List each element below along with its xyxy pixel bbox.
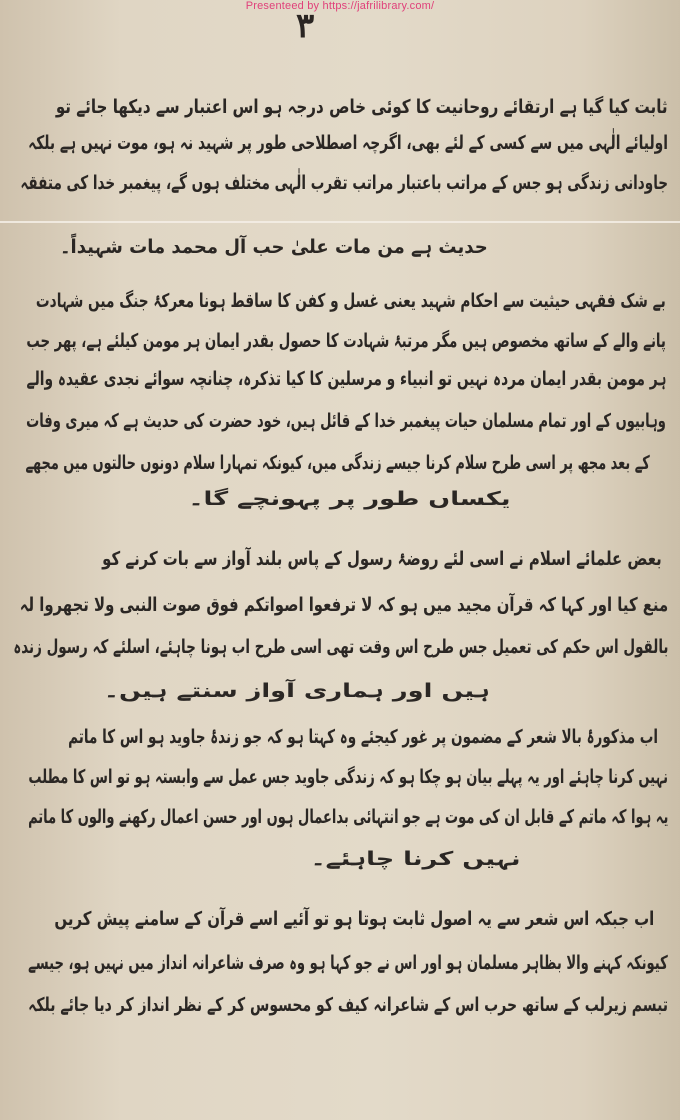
text-line: یہ ہوا کہ ماتم کے قابل ان کی موت ہے جو انتہائی بداعمال ہوں اور حسن اعمال رکھنے والوں کا ماتم: [27, 806, 668, 828]
text-line: کیونکہ کہنے والا بظاہر مسلمان ہو اور اس نے جو کہا ہو وہ صرف شاعرانہ انداز میں نہیں ہو، جیسے: [28, 952, 668, 974]
text-line: بالقول اس حکم کی تعمیل جس طرح اس وقت تھی اسی طرح اب ہونا چاہئے، اسلئے کہ رسول زندہ: [12, 636, 668, 658]
text-line: حدیث ہے من مات علیٰ حب آل محمد مات شہیداً۔: [60, 236, 488, 258]
text-line: یکساں طور پر پہونچے گا۔: [188, 488, 510, 510]
text-line: بعض علمائے اسلام نے اسی لئے روضۂ رسول کے پاس بلند آواز سے بات کرنے کو: [102, 548, 662, 570]
text-line: کے بعد مجھ پر اسی طرح سلام کرنا جیسے زندگی میں، کیونکہ تمہارا سلام دونوں حالتوں میں مجھے: [25, 452, 650, 474]
text-line: ہر مومن بقدر ایمان مردہ نہیں تو انبیاء و مرسلین کا کیا تذکرہ، چنانچہ سوائے نجدی عقیدہ والے: [26, 368, 666, 390]
text-line: ثابت کیا گیا ہے ارتقائے روحانیت کا کوئی خاص درجہ ہو اس اعتبار سے دیکھا جائے تو: [56, 96, 668, 118]
text-line: منع کیا اور کہا کہ قرآن مجید میں ہو کہ لا ترفعوا اصواتکم فوق صوت النبی ولا تجھروا لہ: [19, 594, 668, 616]
watermark: Presenteed by https://jafrilibrary.com/: [245, 0, 435, 12]
text-line: اب مذکورۂ بالا شعر کے مضمون پر غور کیجئے وہ کہتا ہو کہ جو زندۂ جاوید ہو اس کا ماتم: [68, 726, 658, 748]
text-line: وہابیوں کے اور تمام مسلمان حیات پیغمبر خدا کے قائل ہیں، خود حضرت کی حدیث ہے کہ میری وفات: [26, 410, 666, 432]
text-line: اب جبکہ اس شعر سے یہ اصول ثابت ہوتا ہو تو آئیے اسے قرآن کے سامنے پیش کریں: [54, 908, 654, 930]
text-line: جاودانی زندگی ہو جس کے مراتب باعتبار مراتب تقرب الٰہی مختلف ہوں گے، پیغمبر خدا کی متفقہ: [20, 172, 668, 194]
scan-fold-line: [0, 221, 680, 223]
page-number: ۳: [296, 6, 315, 46]
text-line: بے شک فقہی حیثیت سے احکام شہید یعنی غسل و کفن کا ساقط ہونا معرکۂ جنگ میں شہادت: [36, 290, 666, 312]
text-line: نہیں کرنا چاہئے اور یہ پہلے بیان ہو چکا ہو کہ زندگی جاوید جس عمل سے وابستہ ہو تو اس کا مطلب: [28, 766, 668, 788]
text-line: تبسم زیرلب کے ساتھ حرب اس کے شاعرانہ کیف کو محسوس کر کے نظر انداز کر دیا جائے بلکہ: [28, 994, 668, 1016]
text-line: اولیائے الٰہی میں سے کسی کے لئے بھی، اگرچہ اصطلاحی طور پر شہید نہ ہو، موت نہیں ہے بلکہ: [28, 132, 668, 154]
text-line: ہیں اور ہماری آواز سنتے ہیں۔: [104, 680, 490, 702]
text-line: پانے والے کے ساتھ مخصوص ہیں مگر مرتبۂ شہادت کا حصول بقدر ایمان ہر مومن کیلئے ہے، پھر جب: [26, 330, 666, 352]
text-line: نہیں کرنا چاہئے۔: [310, 848, 520, 870]
